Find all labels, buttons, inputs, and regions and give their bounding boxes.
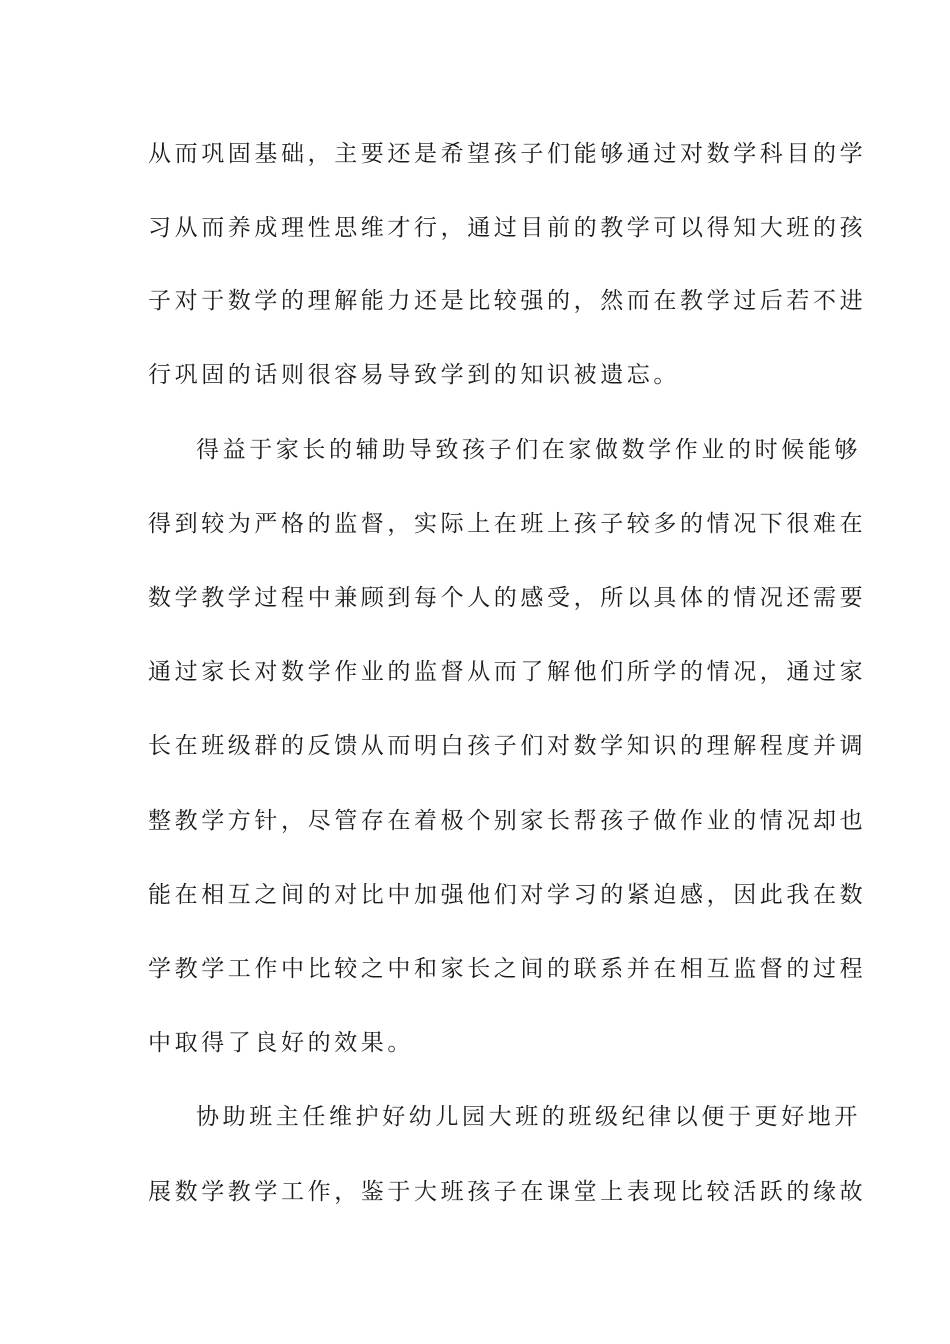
text-line-paragraph-start: 得益于家长的辅助导致孩子们在家做数学作业的时候能够 xyxy=(196,437,861,463)
text-line: 展数学教学工作，鉴于大班孩子在课堂上表现比较活跃的缘故 xyxy=(148,1179,867,1205)
text-line: 数学教学过程中兼顾到每个人的感受，所以具体的情况还需要 xyxy=(148,585,867,611)
text-line: 子对于数学的理解能力还是比较强的，然而在教学过后若不进 xyxy=(148,288,867,314)
text-line: 从而巩固基础，主要还是希望孩子们能够通过对数学科目的学 xyxy=(148,141,867,167)
text-line: 行巩固的话则很容易导致学到的知识被遗忘。 xyxy=(148,362,680,388)
text-line-paragraph-start: 协助班主任维护好幼儿园大班的班级纪律以便于更好地开 xyxy=(196,1104,861,1130)
text-line: 通过家长对数学作业的监督从而了解他们所学的情况，通过家 xyxy=(148,659,867,685)
text-line: 得到较为严格的监督，实际上在班上孩子较多的情况下很难在 xyxy=(148,511,867,537)
text-line: 习从而养成理性思维才行，通过目前的教学可以得知大班的孩 xyxy=(148,215,867,241)
text-line: 学教学工作中比较之中和家长之间的联系并在相互监督的过程 xyxy=(148,956,867,982)
text-line: 中取得了良好的效果。 xyxy=(148,1030,414,1056)
text-line: 整教学方针，尽管存在着极个别家长帮孩子做作业的情况却也 xyxy=(148,808,867,834)
text-line: 长在班级群的反馈从而明白孩子们对数学知识的理解程度并调 xyxy=(148,733,867,759)
text-line: 能在相互之间的对比中加强他们对学习的紧迫感，因此我在数 xyxy=(148,882,867,908)
